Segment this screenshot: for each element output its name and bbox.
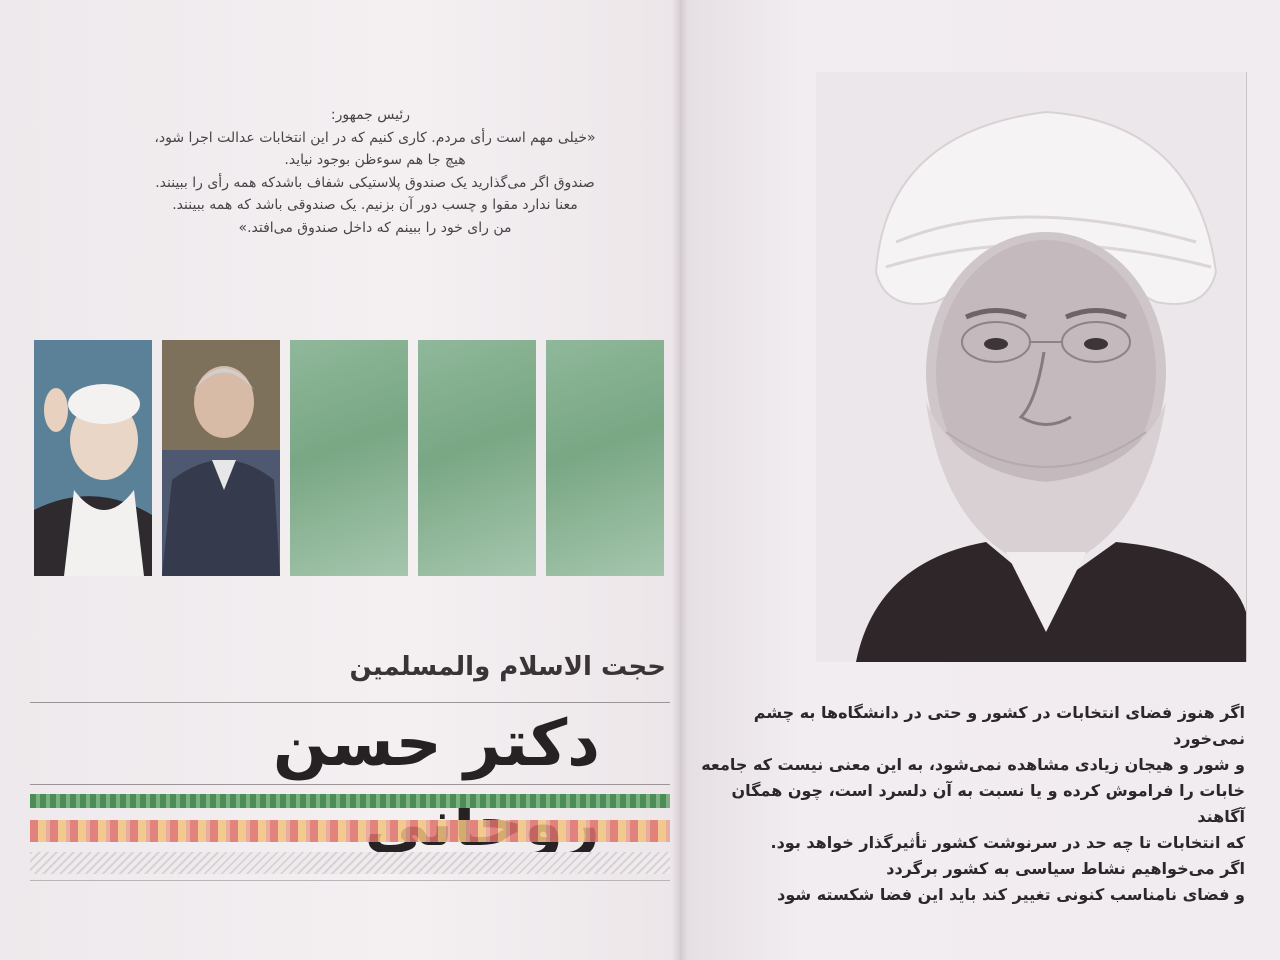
cleric-photo-icon bbox=[34, 340, 152, 576]
portrait-icon bbox=[816, 72, 1246, 662]
quote-line: صندوق اگر می‌گذارید یک صندوق پلاستیکی شفاف باشدکه همه رأی را ببینند. bbox=[155, 174, 595, 191]
quote-line: معنا ندارد مقوا و چسب دور آن بزنیم. یک صندوقی باشد که همه ببینند. bbox=[172, 197, 578, 213]
body-paragraph bbox=[700, 700, 1245, 908]
quote-line: هیچ جا هم سوءظن بوجود نیاید. bbox=[284, 152, 466, 168]
body-line: و شور و هیجان زیادی مشاهده نمی‌شود، به این معنی نیست که جامعه bbox=[701, 755, 1245, 774]
quote-speaker: رئیس جمهور: bbox=[330, 107, 410, 123]
photo-tile-cleric bbox=[34, 340, 152, 576]
portrait bbox=[816, 72, 1246, 662]
green-tile bbox=[546, 340, 664, 576]
body-line: اگر هنوز فضای انتخابات در کشور و حتی در دانشگاه‌ها به چشم نمی‌خورد bbox=[753, 703, 1245, 748]
portrait-frame bbox=[1246, 72, 1247, 662]
red-stripe bbox=[30, 820, 670, 842]
honorific-title: حجت الاسلام والمسلمین bbox=[349, 652, 666, 682]
green-tile bbox=[290, 340, 408, 576]
body-line: و فضای نامناسب کنونی تغییر کند باید این فضا شکسته شود bbox=[777, 885, 1245, 904]
divider bbox=[30, 880, 670, 881]
body-line: اگر می‌خواهیم نشاط سیاسی به کشور برگردد bbox=[886, 859, 1245, 878]
body-line: که انتخابات تا چه حد در سرنوشت کشور تأثیرگذار خواهد بود. bbox=[770, 833, 1245, 852]
photo-tile-man bbox=[162, 340, 280, 576]
body-line: خابات را فراموش کرده و یا نسبت به آن دلسرد است، چون همگان آگاهند bbox=[731, 781, 1245, 826]
divider bbox=[30, 702, 670, 703]
green-tile bbox=[418, 340, 536, 576]
page-fold bbox=[672, 0, 688, 960]
green-stripe bbox=[30, 794, 670, 808]
divider bbox=[30, 784, 670, 785]
quote-line: من رای خود را ببینم که داخل صندوق می‌افتد.» bbox=[238, 219, 512, 236]
quote-block bbox=[90, 104, 660, 239]
man-photo-icon bbox=[162, 340, 280, 576]
quote-line: «خیلی مهم است رأی مردم. کاری کنیم که در این انتخابات عدالت اجرا شود، bbox=[154, 129, 596, 146]
candidate-name: دکتر حسن bbox=[272, 707, 600, 781]
hatch-band bbox=[30, 852, 670, 874]
photo-strip bbox=[34, 340, 664, 576]
